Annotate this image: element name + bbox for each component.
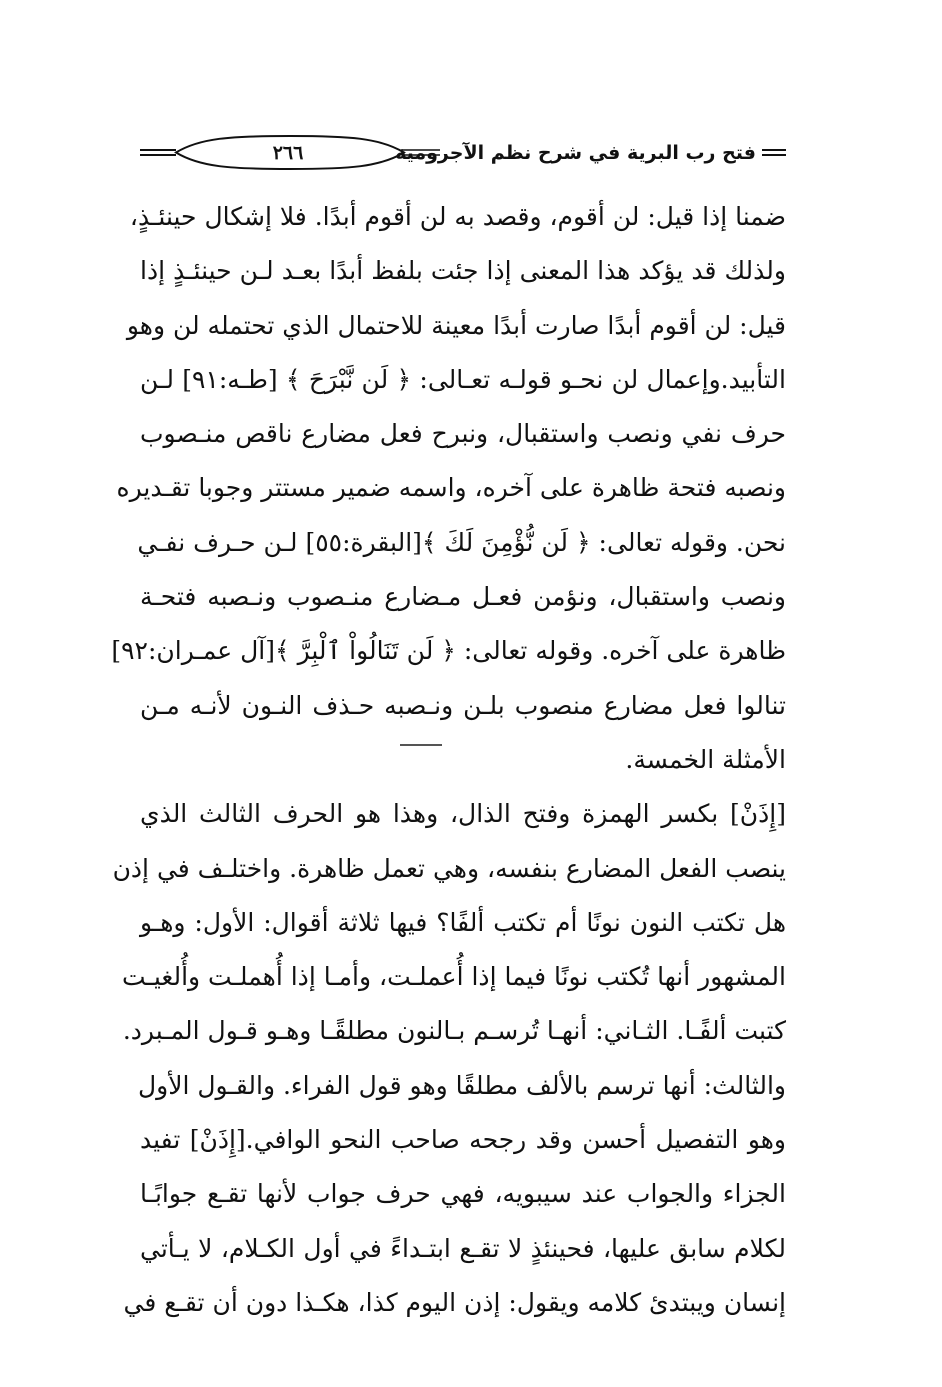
- text-line: ونصبه فتحة ظاهرة على آخره، واسمه ضمير مستتر وجوبا تقـديره: [116, 473, 786, 503]
- text-line: الجزاء والجواب عند سيبويه، فهي حرف جواب لأنها تقـع جوابًـا: [140, 1179, 786, 1209]
- text-line: ضمنا إذا قيل: لن أقوم، وقصد به لن أقوم أبدًا. فلا إشكال حينئـذٍ،: [129, 202, 786, 231]
- book-title: فتح رب البرية في شرح نظم الآجرومية: [395, 142, 756, 164]
- paragraph-2: [112, 787, 786, 1330]
- text-line: لكلام سابق عليها، فحينئذٍ لا تقـع ابتـداءً في أول الكـلام، لا يـأتي: [140, 1233, 786, 1263]
- page-number: ٢٦٦: [272, 142, 304, 164]
- text-line: والثالث: أنها ترسم بالألف مطلقًا وهو قول الفراء. والقـول الأول: [137, 1070, 786, 1100]
- text-line: حرف نفي ونصب واستقبال، ونبرح فعل مضارع ناقص منـصوب: [140, 419, 786, 449]
- body-text: [111, 190, 786, 1330]
- paragraph-1: [111, 190, 786, 787]
- text-line: ونصب واستقبال، ونؤمن فعـل مـضارع منـصوب ونـصبه فتحـة: [140, 582, 786, 612]
- text-line: نحن. وقوله تعالى: ﴿ لَن نُّؤْمِنَ لَكَ ﴾[البقرة:٥٥] لـن حـرف نفـي: [137, 527, 786, 557]
- text-line: وهو التفصيل أحسن وقد رجحه صاحب النحو الوافي.[إِذَنْ] تفيد: [140, 1125, 786, 1155]
- section-divider: [400, 744, 442, 746]
- text-line: المشهور أنها تُكتب نونًا فيما إذا أُعملـت، وأمـا إذا أُهملـت وأُلغيـت: [122, 962, 786, 992]
- text-line: التأبيد.وإعمال لن نحـو قولـه تعـالى: ﴿ لَن نَّبْرَحَ ﴾ [طـه:٩١] لـن: [140, 364, 786, 394]
- text-line: هل تكتب النون نونًا أم تكتب ألفًا؟ فيها ثلاثة أقوال: الأول: وهـو: [140, 907, 786, 937]
- text-line: كتبت ألفًـا. الثـاني: أنهـا تُرسـم بـالنون مطلقًـا وهـو قـول المـبرد.: [122, 1016, 786, 1046]
- running-header: [140, 130, 786, 176]
- text-line: ظاهرة على آخره. وقوله تعالى: ﴿ لَن تَنَالُواْ ٱلْبِرَّ ﴾[آل عمـران:٩٢]: [111, 636, 786, 666]
- text-line: ينصب الفعل المضارع بنفسه، وهي تعمل ظاهرة. واختلـف في إذن: [112, 853, 786, 883]
- text-line: تنالوا فعل مضارع منصوب بلـن ونـصبه حـذف النـون لأنـه مـن: [140, 690, 786, 720]
- text-line: الأمثلة الخمسة.: [625, 744, 786, 774]
- text-line: قيل: لن أقوم أبدًا صارت أبدًا معينة للاحتمال الذي تحتمله لن وهو: [126, 310, 786, 340]
- text-line: [إِذَنْ] بكسر الهمزة وفتح الذال، وهذا هو الحرف الثالث الذي: [140, 799, 786, 829]
- text-line: إنسان ويبتدئ كلامه ويقول: إذن اليوم كذا، هكـذا دون أن تقـع في: [123, 1287, 786, 1317]
- text-line: ولذلك قد يؤكد هذا المعنى إذا جئت بلفظ أبدًا بعـد لـن حينئـذٍ إذا: [140, 256, 786, 286]
